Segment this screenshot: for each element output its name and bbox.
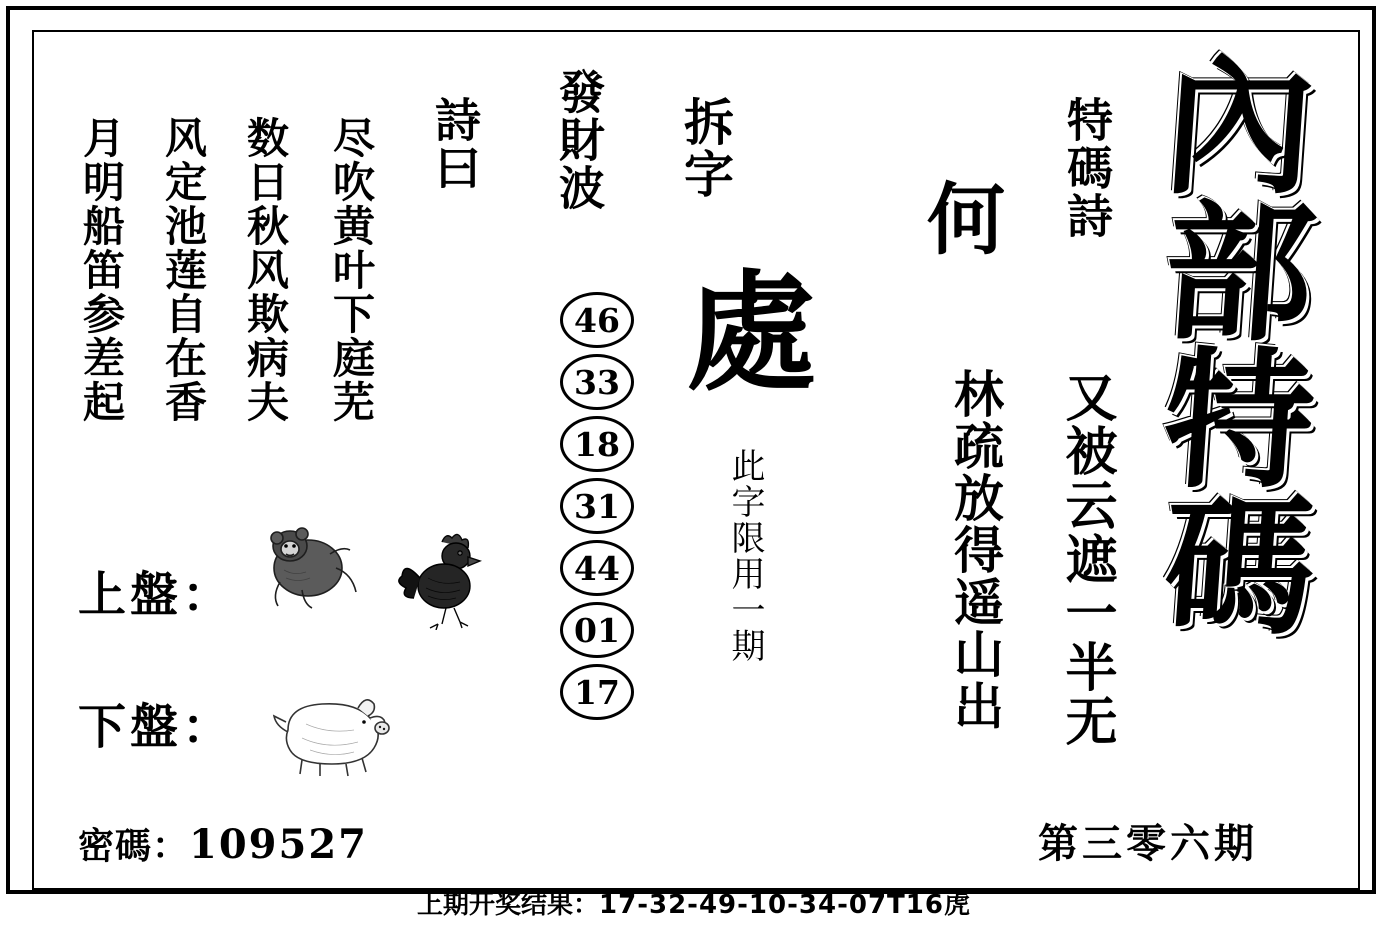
pan-bottom-label: 下盤：: [78, 699, 235, 755]
number-ball: 01: [560, 602, 634, 658]
shi-line-4: 月明船笛参差起: [77, 116, 126, 424]
number-ball: 33: [560, 354, 634, 410]
tema-title: 特碼詩: [1060, 96, 1114, 240]
facaibo-title: 發財波: [552, 68, 606, 212]
logo-char-2: 部: [1157, 186, 1321, 362]
rooster-illustration: [398, 520, 508, 630]
pig-illustration: [258, 678, 398, 778]
chaizi-char: 處: [686, 256, 817, 409]
shi-title: 詩曰: [428, 96, 482, 192]
monkey-illustration: [250, 510, 370, 620]
logo-char-1: 內: [1157, 39, 1321, 215]
shi-line-3: 风定池莲自在香: [159, 116, 208, 424]
tema-poem-line-2: 林疏放得遥山出: [946, 368, 1005, 732]
logo-char-3: 特: [1157, 333, 1321, 509]
chaizi-title: 拆字: [676, 96, 735, 200]
shi-line-2: 数日秋风欺病夫: [241, 116, 290, 424]
number-ball: 17: [560, 664, 634, 720]
number-ball: 18: [560, 416, 634, 472]
mima-label: 密碼：: [78, 825, 190, 867]
last-result-numbers: 17-32-49-10-34-07T16虎: [599, 890, 971, 920]
mima-block: [78, 818, 368, 869]
facaibo-number-list: [552, 292, 642, 726]
last-result-line: [0, 884, 1388, 921]
pan-top-label: 上盤：: [78, 567, 235, 623]
issue-number: 第三零六期: [1038, 820, 1258, 867]
logo-char-4: 碼: [1157, 480, 1321, 656]
chaizi-note: 此字限用一期: [725, 448, 765, 664]
shi-line-1: 尽吹黄叶下庭芜: [327, 116, 376, 424]
number-ball: 44: [560, 540, 634, 596]
last-result-label: 上期开奖结果：: [417, 890, 600, 920]
number-ball: 31: [560, 478, 634, 534]
mima-value: 109527: [189, 821, 369, 868]
logo-block: [1124, 39, 1354, 754]
tema-char: 何: [914, 178, 1005, 258]
number-ball: 46: [560, 292, 634, 348]
tema-poem-line-1: 又被云遮一半无: [1056, 370, 1117, 748]
